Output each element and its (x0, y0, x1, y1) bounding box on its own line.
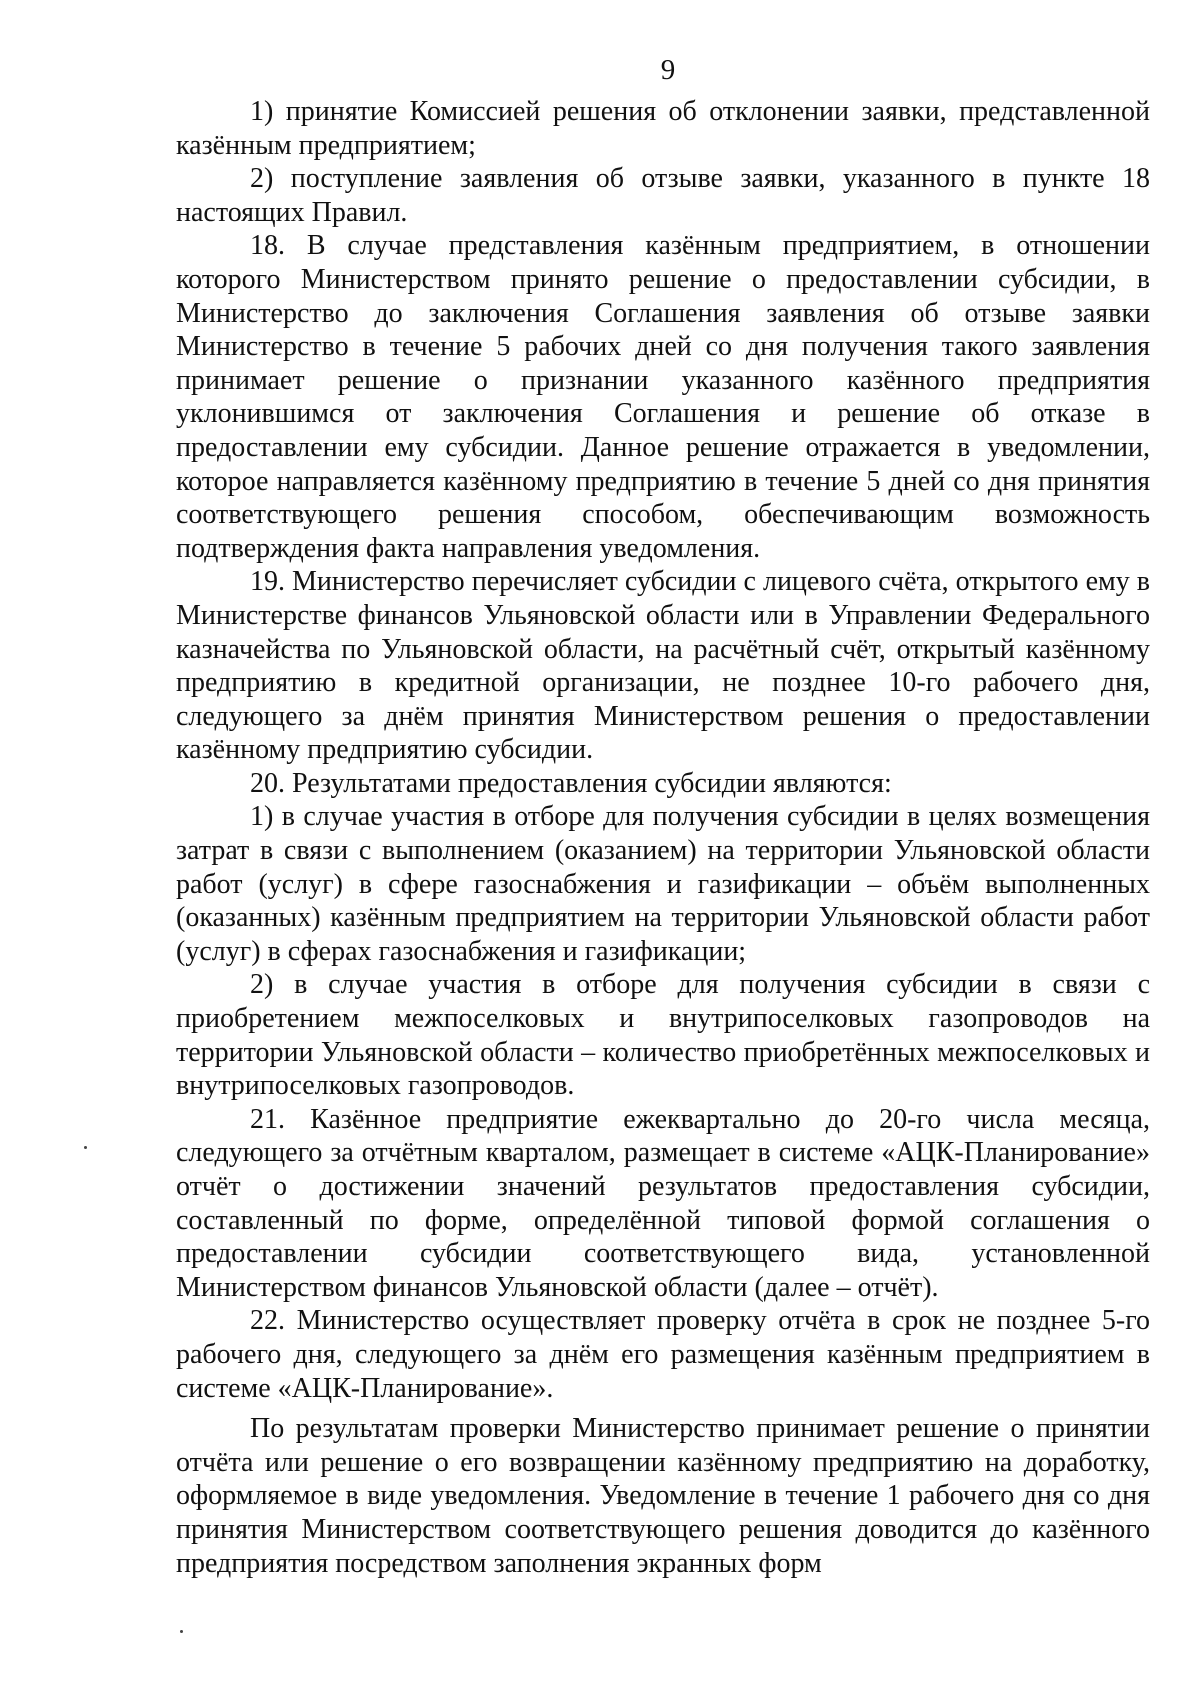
paragraph-item-1: 1) принятие Комиссией решения об отклонении заявки, представленной казённым предприятием; (176, 96, 1150, 161)
scan-speck (84, 1146, 87, 1149)
document-body (176, 95, 1150, 1580)
paragraph-clause-20-item-2: 2) в случае участия в отборе для получения субсидии в связи с приобретением межпоселковых и внутрипоселковых газопроводов на территории Ульяновской области – количество приобретённых межпоселковых и внутрипоселковых газопроводов. (176, 969, 1150, 1102)
paragraph-clause-20: 20. Результатами предоставления субсидии являются: (250, 767, 892, 799)
paragraph-clause-19: 19. Министерство перечисляет субсидии с лицевого счёта, открытого ему в Министерстве финансов Ульяновской области или в Управлении Федерального казначейства по Ульяновской области, на расчётный счёт, открытый казённому предприятию в кредитной организации, не позднее 10-го рабочего дня, следующего за днём принятия Министерством решения о предоставлении казённому предприятию субсидии. (176, 566, 1150, 766)
paragraph-clause-18: 18. В случае представления казённым предприятием, в отношении которого Министерством принято решение о предоставлении субсидии, в Министерство до заключения Соглашения заявления об отзыве заявки Министерство в течение 5 рабочих дней со дня получения такого заявления принимает решение о признании указанного казённого предприятия уклонившимся от заключения Соглашения и решение об отказе в предоставлении ему субсидии. Данное решение отражается в уведомлении, которое направляется казённому предприятию в течение 5 дней со дня принятия соответствующего решения способом, обеспечивающим возможность подтверждения факта направления уведомления. (176, 230, 1150, 564)
paragraph-clause-22: 22. Министерство осуществляет проверку отчёта в срок не позднее 5-го рабочего дня, следующего за днём его размещения казённым предприятием в системе «АЦК-Планирование». (176, 1305, 1150, 1404)
paragraph-item-2: 2) поступление заявления об отзыве заявки, указанного в пункте 18 настоящих Правил. (176, 163, 1150, 228)
paragraph-clause-21: 21. Казённое предприятие ежеквартально до 20-го числа месяца, следующего за отчётным кварталом, размещает в системе «АЦК-Планирование» отчёт о достижении значений результатов предоставления субсидии, составленный по форме, определённой типовой формой соглашения о предоставлении субсидии соответствующего вида, установленной Министерством финансов Ульяновской области (далее – отчёт). (176, 1103, 1150, 1303)
paragraph-review-result: По результатам проверки Министерство принимает решение о принятии отчёта или решение о его возвращении казённому предприятию на доработку, оформляемое в виде уведомления. Уведомление в течение 1 рабочего дня со дня принятия Министерством соответствующего решения доводится до казённого предприятия посредством заполнения экранных форм (176, 1413, 1150, 1579)
page-number: 9 (660, 54, 676, 86)
scan-speck (180, 1630, 183, 1633)
paragraph-clause-20-item-1: 1) в случае участия в отборе для получения субсидии в целях возмещения затрат в связи с выполнением (оказанием) на территории Ульяновской области работ (услуг) в сфере газоснабжения и газификации – объём выполненных (оказанных) казённым предприятием на территории Ульяновской области работ (услуг) в сферах газоснабжения и газификации; (176, 801, 1150, 967)
